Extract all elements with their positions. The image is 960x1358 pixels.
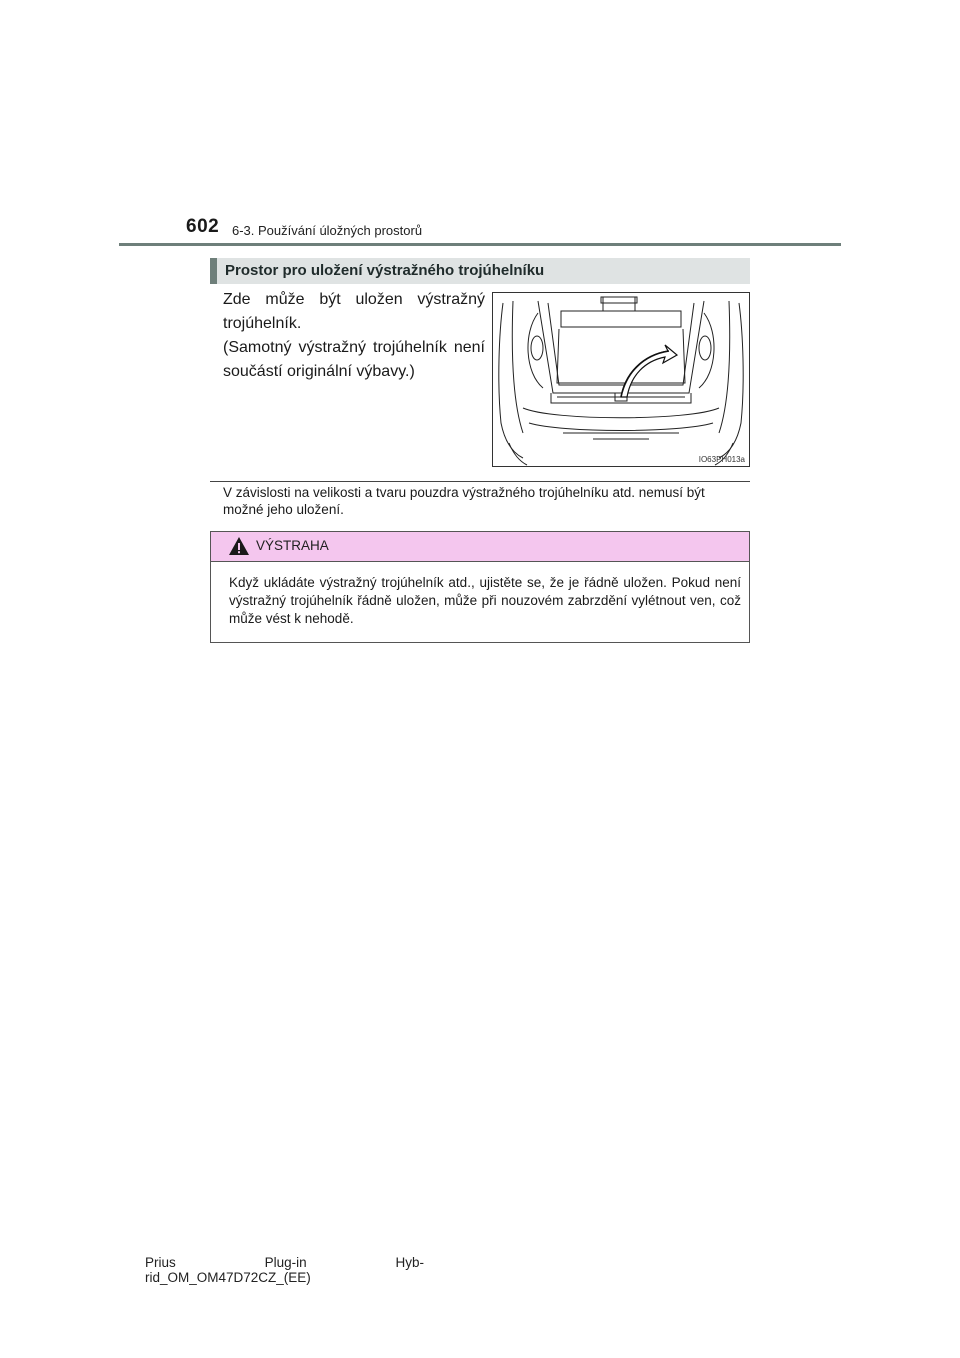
warning-text: Když ukládáte výstražný trojúhelník atd., ujistěte se, že je řádně uložen. Pokud není výstražný trojúhelník řádně uložen, může při nouzovém zabrzdění vylétnout ven, což může vést k nehodě. <box>229 575 741 626</box>
section-heading-bar <box>210 258 750 284</box>
page-number: 602 <box>186 216 220 237</box>
trunk-figure <box>492 292 750 467</box>
footer-line-2: rid_OM_OM47D72CZ_(EE) <box>145 1270 311 1285</box>
footer-word-hyb: Hyb- <box>395 1255 424 1270</box>
footer-line-1 <box>145 1255 424 1270</box>
footer-word-prius: Prius <box>145 1255 176 1270</box>
intro-text <box>223 288 485 384</box>
warning-box <box>210 531 750 643</box>
intro-line-1: Zde může být uložen výstražný trojúhelník. <box>223 291 485 332</box>
header-rule <box>119 243 841 246</box>
figure-id: IO63PH013a <box>698 455 745 464</box>
car-trunk-illustration <box>493 293 749 466</box>
warning-triangle-icon <box>228 536 250 556</box>
warning-header <box>211 532 749 562</box>
section-title: 6-3. Používání úložných prostorů <box>232 223 423 238</box>
divider <box>210 481 750 482</box>
warning-title: VÝSTRAHA <box>256 538 329 553</box>
section-heading: Prostor pro uložení výstražného trojúhelníku <box>225 262 545 279</box>
note-text: V závislosti na velikosti a tvaru pouzdra výstražného trojúhelníku atd. nemusí být možné jeho uložení. <box>223 485 705 517</box>
heading-accent <box>210 258 217 284</box>
footer-word-plugin: Plug-in <box>264 1255 307 1270</box>
intro-line-2: (Samotný výstražný trojúhelník není součástí originální výbavy.) <box>223 339 485 380</box>
footer <box>145 1255 445 1285</box>
